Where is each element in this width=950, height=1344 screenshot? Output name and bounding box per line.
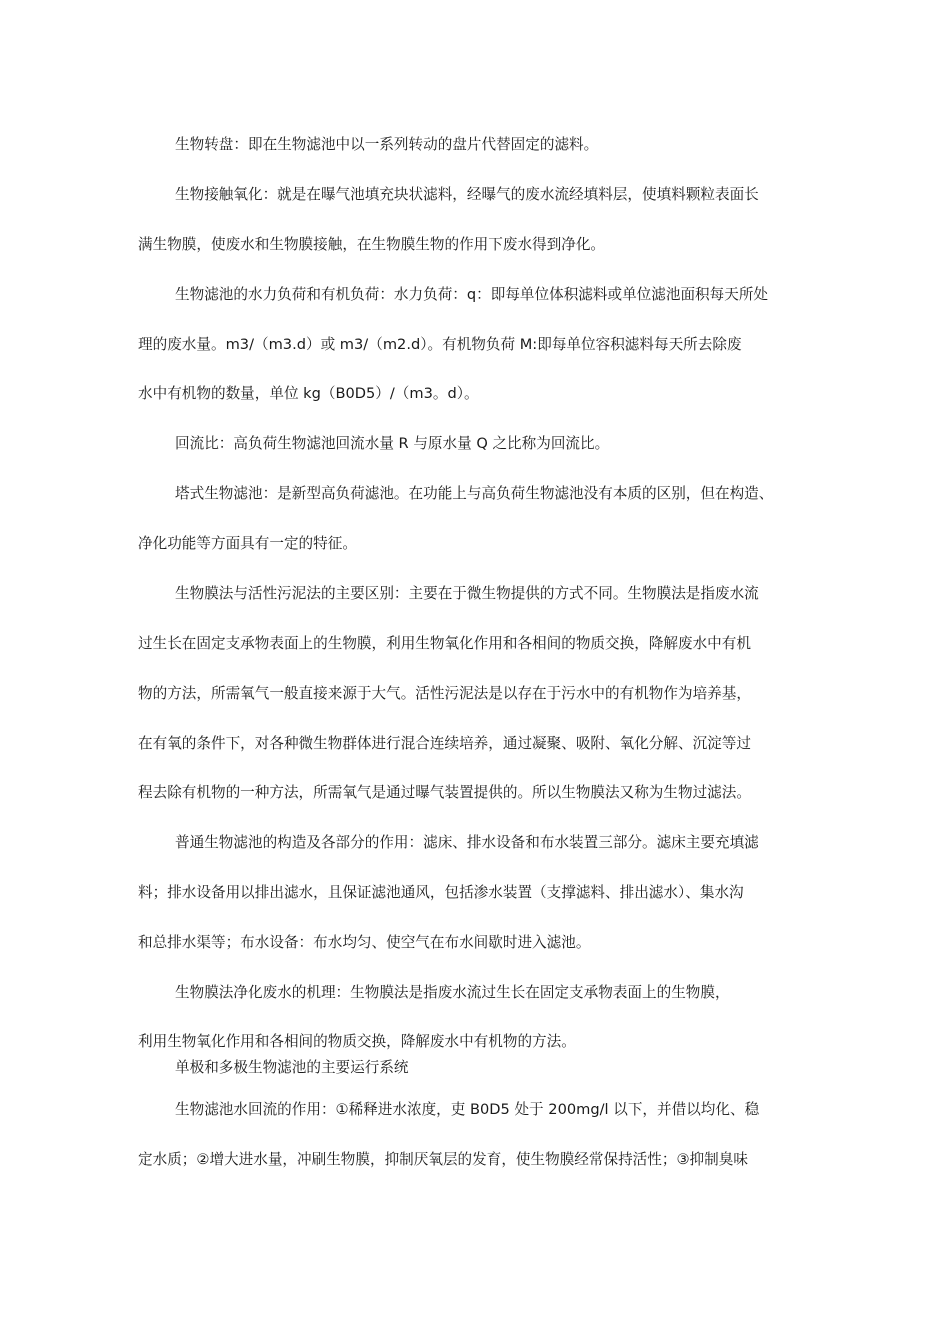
paragraph-line: 料；排水设备用以排出滤水，且保证滤池通风，包括渗水装置（支撑滤料、排出滤水）、集水沟 — [138, 884, 744, 901]
paragraph-line: 在有氧的条件下，对各种微生物群体进行混合连续培养，通过凝聚、吸附、氧化分解、沉淀等过 — [138, 735, 751, 752]
paragraph-line: 净化功能等方面具有一定的特征。 — [138, 535, 357, 552]
paragraph-line: 生物滤池水回流的作用：①稀释进水浓度，吏 B0D5 处于 200mg/l 以下，并借以均化、稳 — [175, 1101, 760, 1118]
paragraph-line: 生物膜法净化废水的机理：生物膜法是指废水流过生长在固定支承物表面上的生物膜， — [175, 984, 730, 1001]
paragraph-line: 生物接触氧化：就是在曝气池填充块状滤料，经曝气的废水流经填料层，使填料颗粒表面长 — [175, 186, 759, 203]
paragraph-line: 满生物膜，使废水和生物膜接触，在生物膜生物的作用下废水得到净化。 — [138, 236, 606, 253]
paragraph-line: 水中有机物的数量，单位 kg（B0D5）/（m3。d）。 — [138, 385, 479, 402]
paragraph-line: 塔式生物滤池：是新型高负荷滤池。在功能上与高负荷生物滤池没有本质的区别，但在构造、 — [175, 485, 774, 502]
paragraph-line: 普通生物滤池的构造及各部分的作用：滤床、排水设备和布水装置三部分。滤床主要充填滤 — [175, 834, 759, 851]
paragraph-line: 过生长在固定支承物表面上的生物膜，利用生物氧化作用和各相间的物质交换，降解废水中有机 — [138, 635, 751, 652]
paragraph-line: 定水质；②增大进水量，冲刷生物膜，抑制厌氧层的发育，使生物膜经常保持活性；③抑制臭味 — [138, 1151, 748, 1168]
paragraph-line: 生物滤池的水力负荷和有机负荷：水力负荷：q：即每单位体积滤料或单位滤池面积每天所处 — [175, 286, 769, 303]
paragraph-line: 程去除有机物的一种方法，所需氧气是通过曝气装置提供的。所以生物膜法又称为生物过滤法。 — [138, 784, 751, 801]
paragraph-line: 回流比：高负荷生物滤池回流水量 R 与原水量 Q 之比称为回流比。 — [175, 435, 610, 452]
paragraph-line: 和总排水渠等；布水设备：布水均匀、使空气在布水间歇时进入滤池。 — [138, 934, 591, 951]
paragraph-line: 生物转盘：即在生物滤池中以一系列转动的盘片代替固定的滤料。 — [175, 136, 599, 153]
paragraph-line: 利用生物氧化作用和各相间的物质交换，降解废水中有机物的方法。 — [138, 1033, 576, 1050]
paragraph-line: 物的方法，所需氧气一般直接来源于大气。活性污泥法是以存在于污水中的有机物作为培养基， — [138, 685, 751, 702]
paragraph-line: 理的废水量。m3/（m3.d）或 m3/（m2.d）。有机物负荷 M:即每单位容积滤料每天所去除废 — [138, 336, 742, 353]
paragraph-line: 单极和多极生物滤池的主要运行系统 — [175, 1059, 409, 1076]
paragraph-line: 生物膜法与活性污泥法的主要区别：主要在于微生物提供的方式不同。生物膜法是指废水流 — [175, 585, 759, 602]
